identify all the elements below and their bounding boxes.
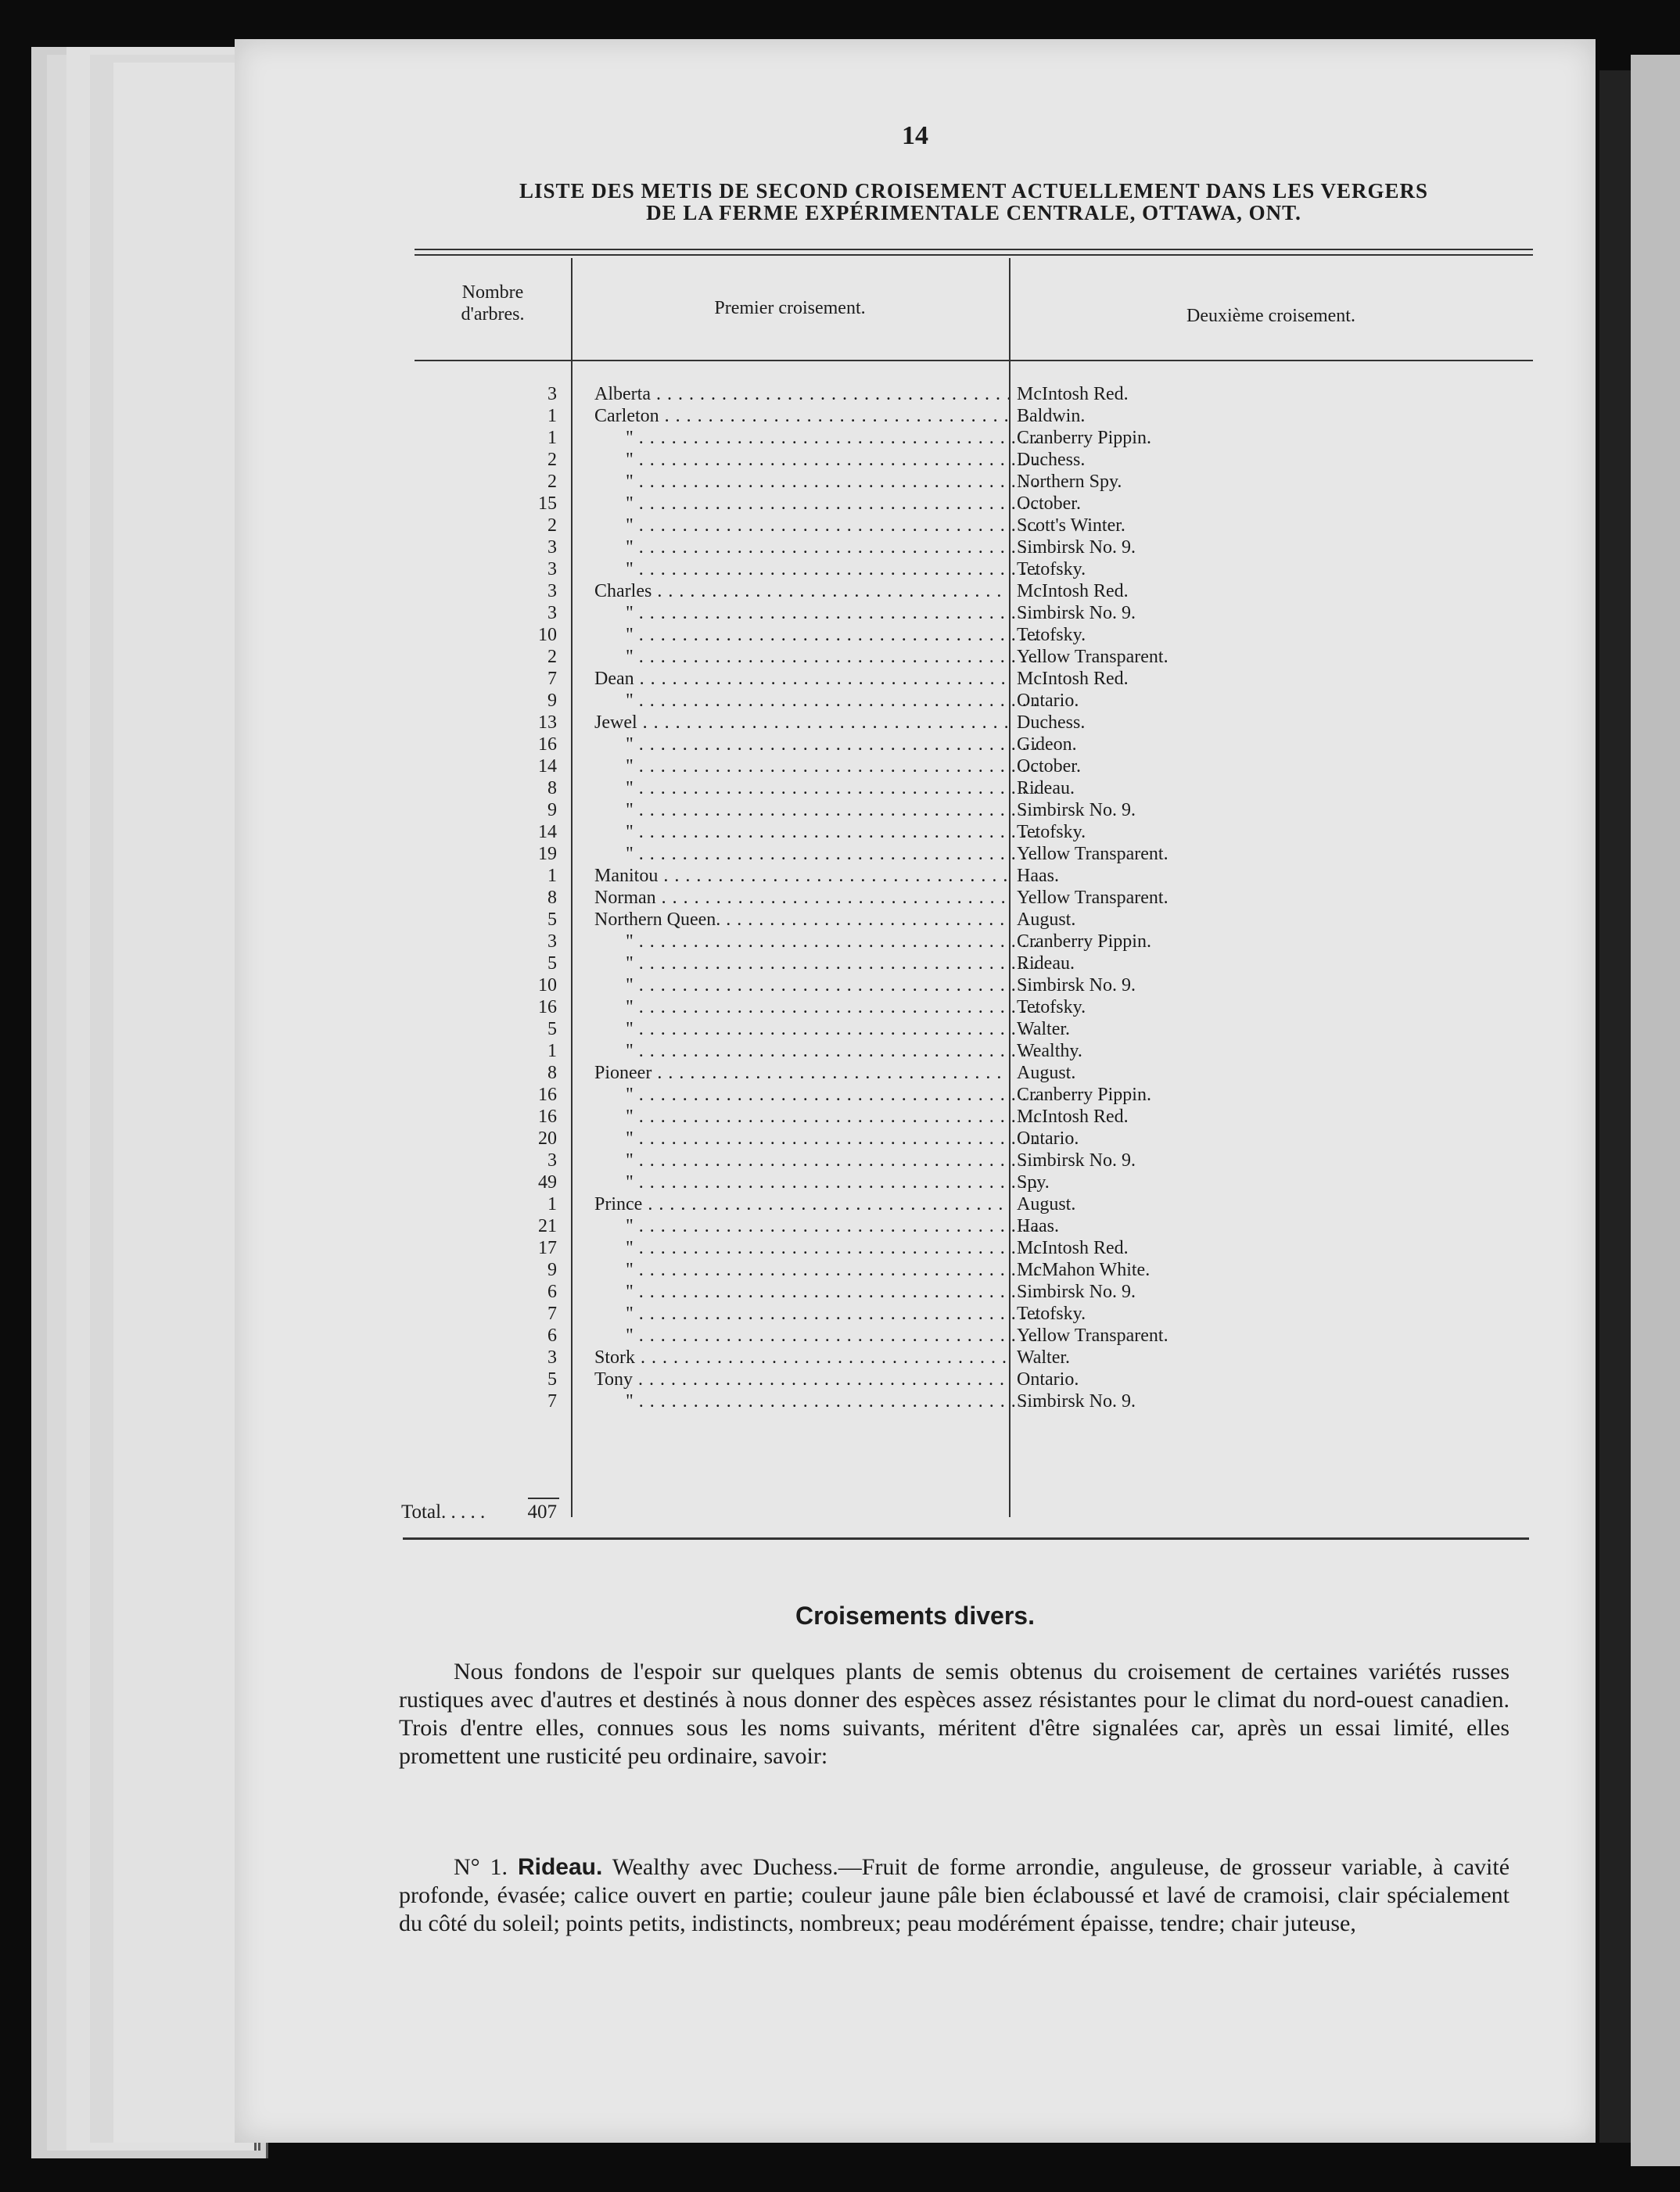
tree-count: 16	[538, 997, 557, 1017]
first-cross: " . . .	[594, 646, 1040, 668]
tree-count: 1	[547, 866, 557, 886]
first-cross: Northern Queen. . . .	[594, 909, 1009, 931]
second-cross: Yellow Transparent.	[1017, 888, 1168, 908]
tree-count: 2	[547, 472, 557, 492]
first-cross: Stork . . .	[594, 1347, 1009, 1369]
tree-count: 3	[547, 559, 557, 579]
second-cross: Simbirsk No. 9.	[1017, 800, 1136, 820]
first-cross: Pioneer . . .	[594, 1062, 1009, 1084]
paragraph-2-text: Wealthy avec Duchess.—Fruit de forme arrondie, anguleuse, de grosseur variable, à cavité profonde, évasée; calice ouvert en partie; couleur jaune pâle bien éclaboussé et lavé de cramoisi, clair spécialement du côté du soleil; points petits, indistincts, nombreux; peau modérément épaisse, tendre; chair juteuse,	[399, 1854, 1510, 1936]
tree-count: 8	[547, 778, 557, 798]
first-cross: " . . .	[594, 602, 1040, 624]
tree-count: 9	[547, 1260, 557, 1280]
second-cross: Ontario.	[1017, 691, 1079, 711]
paragraph-2	[399, 1853, 1509, 1938]
table-top-rule	[415, 249, 1533, 250]
second-cross: Haas.	[1017, 866, 1059, 886]
first-cross: Dean . . .	[594, 668, 1009, 690]
tree-count: 5	[547, 953, 557, 974]
first-cross: Charles . . .	[594, 580, 1009, 602]
table-row	[235, 427, 1596, 449]
table-row	[235, 909, 1596, 931]
table-row	[235, 1106, 1596, 1128]
table-row	[235, 887, 1596, 909]
first-cross: Tony . . .	[594, 1369, 1009, 1390]
first-cross: " . . .	[594, 799, 1040, 821]
first-cross: " . . .	[594, 1171, 1040, 1193]
tree-count: 15	[538, 493, 557, 514]
table-row	[235, 1281, 1596, 1303]
tree-count: 5	[547, 1019, 557, 1039]
tree-count: 3	[547, 1150, 557, 1171]
second-cross: Simbirsk No. 9.	[1017, 603, 1136, 623]
table-row	[235, 1084, 1596, 1106]
first-cross: Prince . . .	[594, 1193, 1009, 1215]
second-cross: Duchess.	[1017, 712, 1086, 733]
table-row	[235, 799, 1596, 821]
tree-count: 7	[547, 669, 557, 689]
total-label: Total. . . . .	[401, 1501, 486, 1523]
first-cross: " . . .	[594, 493, 1040, 515]
table-row	[235, 1215, 1596, 1237]
table-row	[235, 1325, 1596, 1347]
first-cross-header: Premier croisement.	[714, 298, 866, 318]
tree-count: 14	[538, 822, 557, 842]
table-row	[235, 1040, 1596, 1062]
tree-count: 21	[538, 1216, 557, 1236]
table-row	[235, 515, 1596, 536]
table-row	[235, 843, 1596, 865]
second-cross: McMahon White.	[1017, 1260, 1151, 1280]
table-row	[235, 493, 1596, 515]
first-cross: Manitou . . .	[594, 865, 1009, 887]
tree-count: 16	[538, 1085, 557, 1105]
first-cross: " . . .	[594, 1215, 1040, 1237]
table-row	[235, 405, 1596, 427]
first-cross: " . . .	[594, 1303, 1040, 1325]
second-cross: McIntosh Red.	[1017, 1107, 1129, 1127]
table-row	[235, 668, 1596, 690]
second-cross: August.	[1017, 1194, 1076, 1214]
first-cross: " . . .	[594, 624, 1040, 646]
second-cross-header: Deuxième croisement.	[1186, 306, 1355, 326]
second-cross: McIntosh Red.	[1017, 1238, 1129, 1258]
tree-count: 20	[538, 1128, 557, 1149]
book-spine-shadow	[1599, 70, 1631, 2143]
tree-count: 7	[547, 1391, 557, 1412]
tree-count: 8	[547, 1063, 557, 1083]
table-row	[235, 624, 1596, 646]
tree-count: 5	[547, 909, 557, 930]
tree-count: 16	[538, 734, 557, 755]
second-cross: Simbirsk No. 9.	[1017, 1391, 1136, 1412]
total-value: 407	[527, 1501, 557, 1523]
table-row	[235, 865, 1596, 887]
tree-count: 3	[547, 603, 557, 623]
tree-count: 3	[547, 931, 557, 952]
first-cross: " . . .	[594, 734, 1040, 755]
table-row	[235, 952, 1596, 974]
tree-count: 1	[547, 1194, 557, 1214]
second-cross: Simbirsk No. 9.	[1017, 1282, 1136, 1302]
tree-count: 6	[547, 1326, 557, 1346]
second-cross: Simbirsk No. 9.	[1017, 537, 1136, 558]
table-row	[235, 755, 1596, 777]
count-header-line-1: Nombre	[461, 282, 524, 303]
first-cross: " . . .	[594, 843, 1040, 865]
second-cross: Cranberry Pippin.	[1017, 931, 1151, 952]
table-row	[235, 996, 1596, 1018]
first-cross: " . . .	[594, 1040, 1040, 1062]
first-cross: " . . .	[594, 755, 1040, 777]
tree-count: 2	[547, 515, 557, 536]
second-cross: Spy.	[1017, 1172, 1050, 1193]
tree-count: 19	[538, 844, 557, 864]
first-cross: " . . .	[594, 558, 1040, 580]
table-row	[235, 558, 1596, 580]
second-cross: Wealthy.	[1017, 1041, 1082, 1061]
second-cross: Scott's Winter.	[1017, 515, 1125, 536]
table-top-rule	[415, 254, 1533, 256]
second-cross: Yellow Transparent.	[1017, 844, 1168, 864]
tree-count: 49	[538, 1172, 557, 1193]
second-cross: Tetofsky.	[1017, 625, 1086, 645]
first-cross: " . . .	[594, 536, 1040, 558]
second-cross: Ontario.	[1017, 1128, 1079, 1149]
table-row	[235, 580, 1596, 602]
table-row	[235, 1018, 1596, 1040]
table-row	[235, 1150, 1596, 1171]
table-row	[235, 734, 1596, 755]
tree-count: 2	[547, 450, 557, 470]
table-row	[235, 712, 1596, 734]
table-row	[235, 1259, 1596, 1281]
tree-count: 9	[547, 691, 557, 711]
first-cross: Norman . . .	[594, 887, 1009, 909]
second-cross: August.	[1017, 909, 1076, 930]
tree-count: 16	[538, 1107, 557, 1127]
first-cross: " . . .	[594, 690, 1040, 712]
count-header-line-2: d'arbres.	[461, 304, 525, 325]
first-cross: " . . .	[594, 952, 1040, 974]
second-cross: McIntosh Red.	[1017, 581, 1129, 601]
first-cross: " . . .	[594, 821, 1040, 843]
tree-count: 1	[547, 406, 557, 426]
table-row	[235, 1128, 1596, 1150]
first-cross: " . . .	[594, 449, 1040, 471]
first-cross: " . . .	[594, 1259, 1040, 1281]
table-row	[235, 1237, 1596, 1259]
tree-count: 10	[538, 975, 557, 996]
second-cross: Ontario.	[1017, 1369, 1079, 1390]
second-cross: October.	[1017, 756, 1081, 777]
table-row	[235, 821, 1596, 843]
table-row	[235, 646, 1596, 668]
table-bottom-rule	[403, 1537, 1529, 1540]
table-row	[235, 974, 1596, 996]
second-cross: Rideau.	[1017, 778, 1075, 798]
second-cross: Tetofsky.	[1017, 1304, 1086, 1324]
table-row	[235, 471, 1596, 493]
table-row	[235, 777, 1596, 799]
count-header	[415, 282, 571, 325]
first-cross: Alberta . . .	[594, 383, 1009, 405]
table-row	[235, 536, 1596, 558]
tree-count: 17	[538, 1238, 557, 1258]
first-cross: " . . .	[594, 1128, 1040, 1150]
second-cross: McIntosh Red.	[1017, 384, 1129, 404]
table-row	[235, 1303, 1596, 1325]
first-cross: " . . .	[594, 1390, 1040, 1412]
table-row	[235, 449, 1596, 471]
second-cross: Tetofsky.	[1017, 997, 1086, 1017]
first-cross: " . . .	[594, 1106, 1040, 1128]
first-cross: " . . .	[594, 974, 1040, 996]
second-cross: Gideon.	[1017, 734, 1077, 755]
second-cross: Northern Spy.	[1017, 472, 1122, 492]
table-row	[235, 1171, 1596, 1193]
second-cross: Walter.	[1017, 1019, 1071, 1039]
second-cross: Cranberry Pippin.	[1017, 1085, 1151, 1105]
section-title: Croisements divers.	[795, 1602, 1035, 1630]
tree-count: 1	[547, 1041, 557, 1061]
page-edge	[113, 63, 241, 2143]
tree-count: 13	[538, 712, 557, 733]
table-row	[235, 931, 1596, 952]
first-cross: " . . .	[594, 427, 1040, 449]
document-page	[235, 39, 1596, 2143]
tree-count: 3	[547, 581, 557, 601]
second-cross: Haas.	[1017, 1216, 1059, 1236]
first-cross: " . . .	[594, 1281, 1040, 1303]
second-cross: Cranberry Pippin.	[1017, 428, 1151, 448]
table-row	[235, 383, 1596, 405]
tree-count: 1	[547, 428, 557, 448]
first-cross: Carleton . . .	[594, 405, 1009, 427]
second-cross: Duchess.	[1017, 450, 1086, 470]
first-cross: " . . .	[594, 996, 1040, 1018]
paragraph-2-lead: Rideau.	[517, 1854, 603, 1880]
first-cross: " . . .	[594, 1150, 1040, 1171]
tree-count: 8	[547, 888, 557, 908]
first-cross: " . . .	[594, 1084, 1040, 1106]
first-cross: " . . .	[594, 515, 1040, 536]
second-cross: Yellow Transparent.	[1017, 647, 1168, 667]
tree-count: 10	[538, 625, 557, 645]
header-rule	[415, 360, 1533, 361]
second-cross: McIntosh Red.	[1017, 669, 1129, 689]
paragraph-1: Nous fondons de l'espoir sur quelques plants de semis obtenus du croisement de certaines variétés russes rustiques avec d'autres et destinés à nous donner des espèces assez résistantes pour le climat du nord-ouest canadien. Trois d'entre elles, connues sous les noms suivants, méritent d'être signalées car, après un essai limité, elles promettent une rusticité peu ordinaire, savoir:	[399, 1659, 1509, 1769]
total-rule	[528, 1498, 559, 1499]
second-cross: Rideau.	[1017, 953, 1075, 974]
adjacent-page	[1631, 55, 1680, 2166]
second-cross: Simbirsk No. 9.	[1017, 1150, 1136, 1171]
table-row	[235, 1347, 1596, 1369]
title-line-2: DE LA FERME EXPÉRIMENTALE CENTRALE, OTTAWA, ONT.	[646, 201, 1301, 224]
table-row	[235, 1390, 1596, 1412]
second-cross: Simbirsk No. 9.	[1017, 975, 1136, 996]
table-row	[235, 1193, 1596, 1215]
tree-count: 3	[547, 537, 557, 558]
table-row	[235, 690, 1596, 712]
second-cross: August.	[1017, 1063, 1076, 1083]
table-row	[235, 1062, 1596, 1084]
first-cross: " . . .	[594, 1237, 1040, 1259]
tree-count: 3	[547, 1347, 557, 1368]
second-cross: Tetofsky.	[1017, 822, 1086, 842]
first-cross: " . . .	[594, 471, 1040, 493]
tree-count: 6	[547, 1282, 557, 1302]
tree-count: 2	[547, 647, 557, 667]
tree-count: 3	[547, 384, 557, 404]
first-cross: " . . .	[594, 1018, 1040, 1040]
second-cross: Baldwin.	[1017, 406, 1086, 426]
first-cross: " . . .	[594, 1325, 1040, 1347]
title-line-1: LISTE DES METIS DE SECOND CROISEMENT ACTUELLEMENT DANS LES VERGERS	[519, 179, 1429, 203]
page-number: 14	[902, 121, 928, 150]
table-title	[415, 180, 1533, 224]
first-cross: " . . .	[594, 777, 1040, 799]
table-row	[235, 602, 1596, 624]
second-cross: Tetofsky.	[1017, 559, 1086, 579]
table-row	[235, 1369, 1596, 1390]
first-cross: " . . .	[594, 931, 1040, 952]
paragraph-2-prefix: N° 1.	[454, 1854, 508, 1880]
tree-count: 14	[538, 756, 557, 777]
first-cross: Jewel . . .	[594, 712, 1009, 734]
second-cross: Walter.	[1017, 1347, 1071, 1368]
tree-count: 9	[547, 800, 557, 820]
second-cross: October.	[1017, 493, 1081, 514]
second-cross: Yellow Transparent.	[1017, 1326, 1168, 1346]
tree-count: 7	[547, 1304, 557, 1324]
tree-count: 5	[547, 1369, 557, 1390]
